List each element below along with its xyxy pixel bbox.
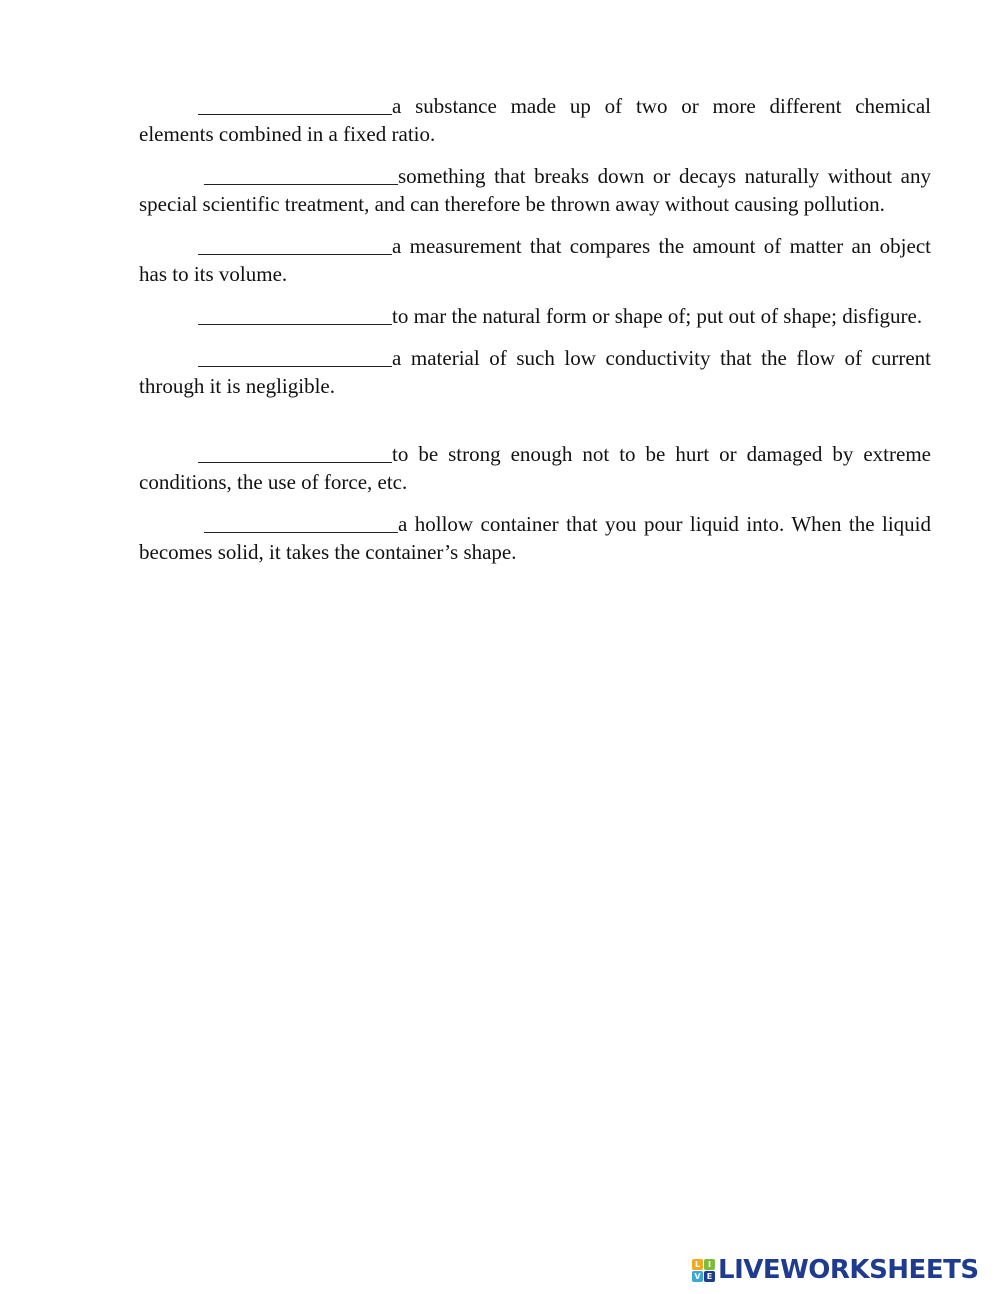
definition-item xyxy=(139,344,931,400)
worksheet xyxy=(139,92,931,580)
definition-text: a material of such low conductivity that the flow of current through it is negligible. xyxy=(139,346,931,398)
definition-item xyxy=(139,302,931,330)
definition-item xyxy=(139,162,931,218)
definition-text: a hollow container that you pour liquid into. When the liquid becomes solid, it takes the container’s shape. xyxy=(139,512,931,564)
answer-blank[interactable] xyxy=(204,164,398,185)
definition-item xyxy=(139,440,931,496)
definition-text: a measurement that compares the amount of matter an object has to its volume. xyxy=(139,234,931,286)
definition-text: something that breaks down or decays naturally without any special scientific treatment, and can therefore be thrown away without causing pollution. xyxy=(139,164,931,216)
definition-item xyxy=(139,232,931,288)
answer-blank[interactable] xyxy=(204,512,398,533)
definition-text: to be strong enough not to be hurt or damaged by extreme conditions, the use of force, etc. xyxy=(139,442,931,494)
logo-tile-l: L xyxy=(692,1259,703,1270)
logo-text: LIVEWORKSHEETS xyxy=(718,1255,979,1285)
definition-text: to mar the natural form or shape of; put out of shape; disfigure. xyxy=(392,304,923,328)
logo-tile-i: I xyxy=(704,1259,715,1270)
logo-tile-e: E xyxy=(704,1271,715,1282)
answer-blank[interactable] xyxy=(198,234,392,255)
answer-blank[interactable] xyxy=(198,442,392,463)
definition-item xyxy=(139,92,931,148)
answer-blank[interactable] xyxy=(198,346,392,367)
definition-text: a substance made up of two or more different chemical elements combined in a fixed ratio. xyxy=(139,94,931,146)
logo-tile-v: V xyxy=(692,1271,703,1282)
logo-mark-icon xyxy=(692,1259,715,1282)
answer-blank[interactable] xyxy=(198,94,392,115)
liveworksheets-logo xyxy=(692,1255,979,1285)
definition-item xyxy=(139,510,931,566)
answer-blank[interactable] xyxy=(198,304,392,325)
